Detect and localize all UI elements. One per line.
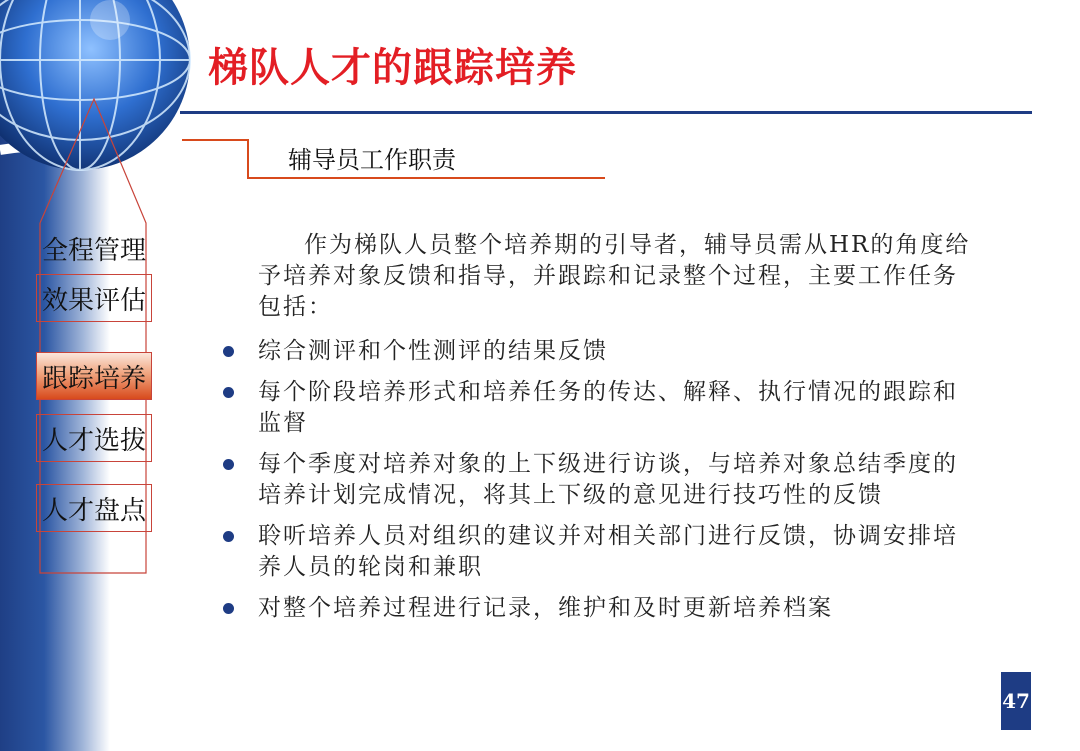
list-item-text: 聆听培养人员对组织的建议并对相关部门进行反馈，协调安排培养人员的轮岗和兼职 [258,523,958,580]
list-item [218,336,982,367]
nav-item-talent-selection[interactable] [36,414,152,462]
bullet-dot-icon [223,603,234,614]
bullet-dot-icon [223,531,234,542]
nav-item-label: 跟踪培养 [41,363,146,394]
list-item [218,593,982,624]
list-item [218,521,982,583]
bullet-dot-icon [223,346,234,357]
list-item-text: 对整个培养过程进行记录，维护和及时更新培养档案 [258,595,833,621]
duty-list [218,336,982,624]
bullet-dot-icon [223,387,234,398]
page-number: 47 [1001,672,1031,730]
list-item [218,449,982,511]
nav-item-talent-review[interactable] [36,484,152,532]
nav-item-full-management[interactable] [36,224,152,272]
bullet-dot-icon [223,459,234,470]
slide-title: 梯队人才的跟踪培养 [208,45,577,91]
list-item-text: 每个季度对培养对象的上下级进行访谈，与培养对象总结季度的培养计划完成情况，将其上下级的意见进行技巧性的反馈 [258,451,958,508]
nav-item-evaluation[interactable] [36,274,152,322]
list-item [218,377,982,439]
title-divider [180,111,1032,114]
intro-paragraph: 作为梯队人员整个培养期的引导者，辅导员需从HR的角度给予培养对象反馈和指导，并跟踪和记录整个过程，主要工作任务包括： [258,232,971,320]
nav-item-label: 效果评估 [41,285,146,316]
list-item-text: 每个阶段培养形式和培养任务的传达、解释、执行情况的跟踪和监督 [258,379,958,436]
list-item-text: 综合测评和个性测评的结果反馈 [258,338,608,364]
nav-item-label: 全程管理 [41,235,146,266]
nav-item-label: 人才盘点 [41,495,146,526]
nav-item-label: 人才选拔 [41,425,146,456]
section-title: 辅导员工作职责 [288,146,456,174]
nav-item-tracking-training[interactable] [36,352,152,400]
